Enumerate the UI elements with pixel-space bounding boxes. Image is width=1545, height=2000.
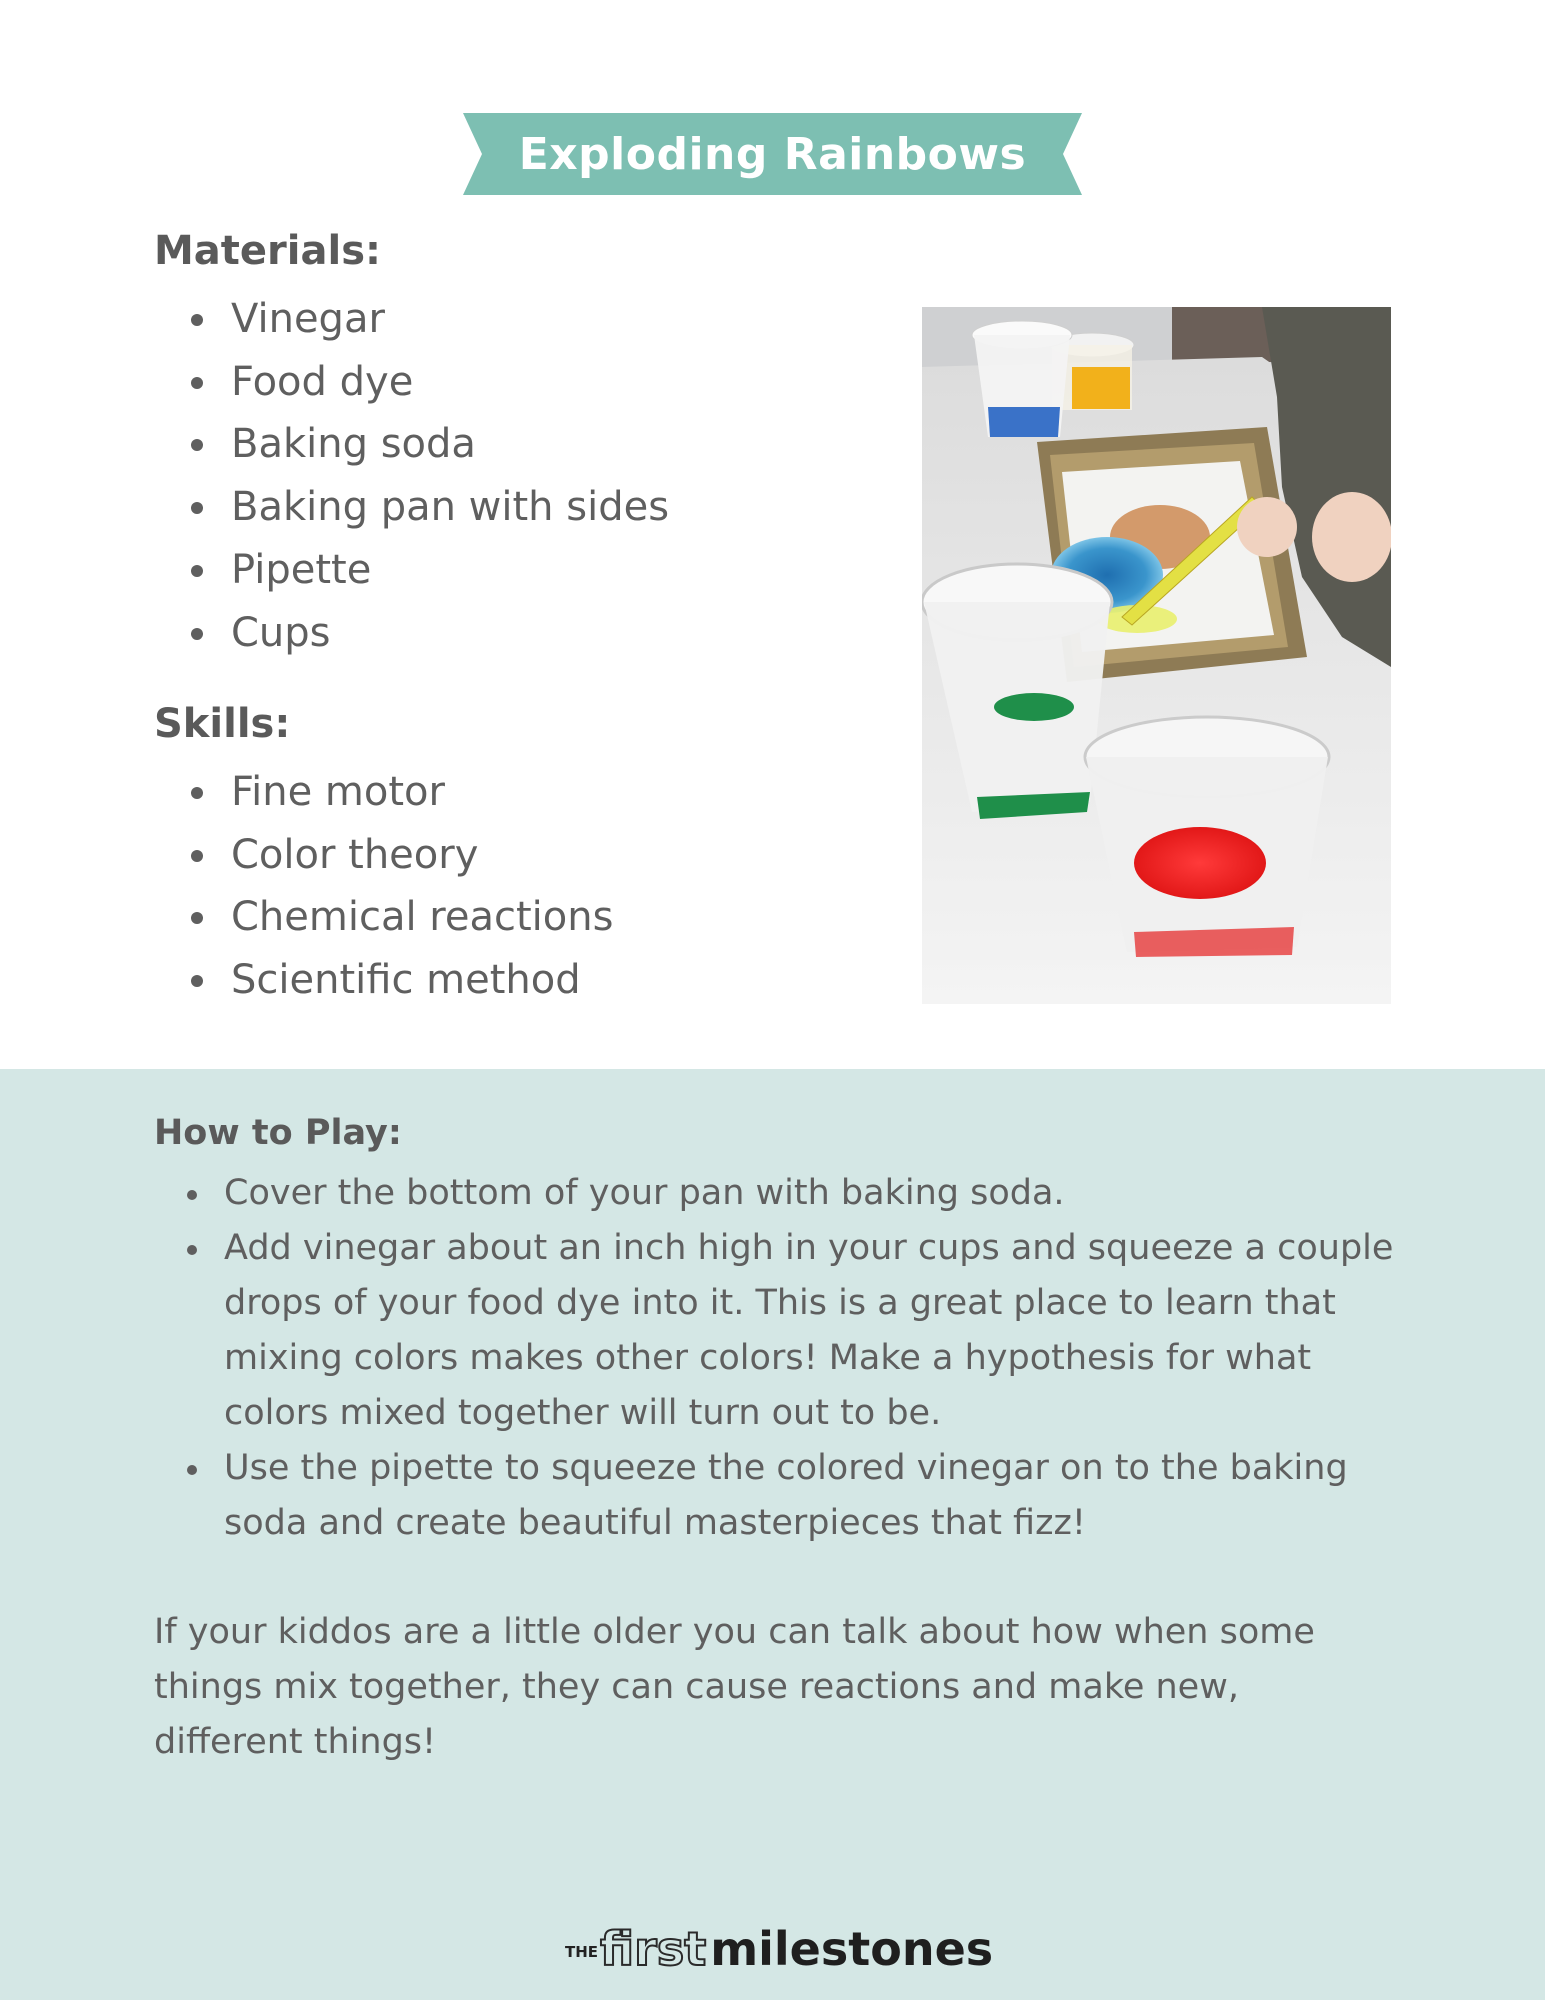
logo-first: first xyxy=(600,1922,707,1976)
skills-item: Fine motor xyxy=(154,761,613,824)
materials-item: Baking pan with sides xyxy=(154,476,669,539)
page-title: Exploding Rainbows xyxy=(518,128,1027,180)
skills-item: Chemical reactions xyxy=(154,886,613,949)
steps-list xyxy=(154,1166,1394,1551)
materials-item: Food dye xyxy=(154,351,669,414)
title-banner xyxy=(463,113,1082,195)
materials-list xyxy=(154,288,669,664)
step-item: Cover the bottom of your pan with baking soda. xyxy=(154,1166,1394,1221)
skills-item: Color theory xyxy=(154,824,613,887)
bullet-icon xyxy=(191,565,203,577)
bullet-icon xyxy=(191,912,203,924)
materials-item: Pipette xyxy=(154,539,669,602)
step-item: Use the pipette to squeeze the colored vinegar on to the baking soda and create beautiful masterpieces that fizz! xyxy=(154,1441,1394,1551)
materials-item: Cups xyxy=(154,602,669,665)
brand-logo xyxy=(565,1912,994,1976)
bullet-icon xyxy=(187,1465,197,1475)
older-kids-note: If your kiddos are a little older you can talk about how when some things mix together, they can cause reactions and make new, different things! xyxy=(154,1612,1315,1762)
skills-item: Scientific method xyxy=(154,949,613,1012)
bullet-icon xyxy=(187,1190,197,1200)
bullet-icon xyxy=(191,628,203,640)
bullet-icon xyxy=(191,787,203,799)
skills-list xyxy=(154,761,613,1012)
bullet-icon xyxy=(191,975,203,987)
activity-illustration xyxy=(922,307,1391,1004)
materials-heading: Materials: xyxy=(154,228,381,274)
bullet-icon xyxy=(191,502,203,514)
bullet-icon xyxy=(191,439,203,451)
logo-milestones: milestones xyxy=(710,1922,994,1976)
skills-heading: Skills: xyxy=(154,701,291,747)
how-to-play-heading: How to Play: xyxy=(154,1113,402,1153)
logo-the: THE xyxy=(565,1943,599,1961)
bullet-icon xyxy=(191,850,203,862)
activity-photo xyxy=(922,307,1391,1004)
bullet-icon xyxy=(187,1245,197,1255)
bullet-icon xyxy=(191,377,203,389)
step-item: Add vinegar about an inch high in your cups and squeeze a couple drops of your food dye into it. This is a great place to learn that mixing colors makes other colors! Make a hypothesis for what colors mixed together will turn out to be. xyxy=(154,1221,1394,1441)
materials-item: Baking soda xyxy=(154,413,669,476)
materials-item: Vinegar xyxy=(154,288,669,351)
bullet-icon xyxy=(191,314,203,326)
